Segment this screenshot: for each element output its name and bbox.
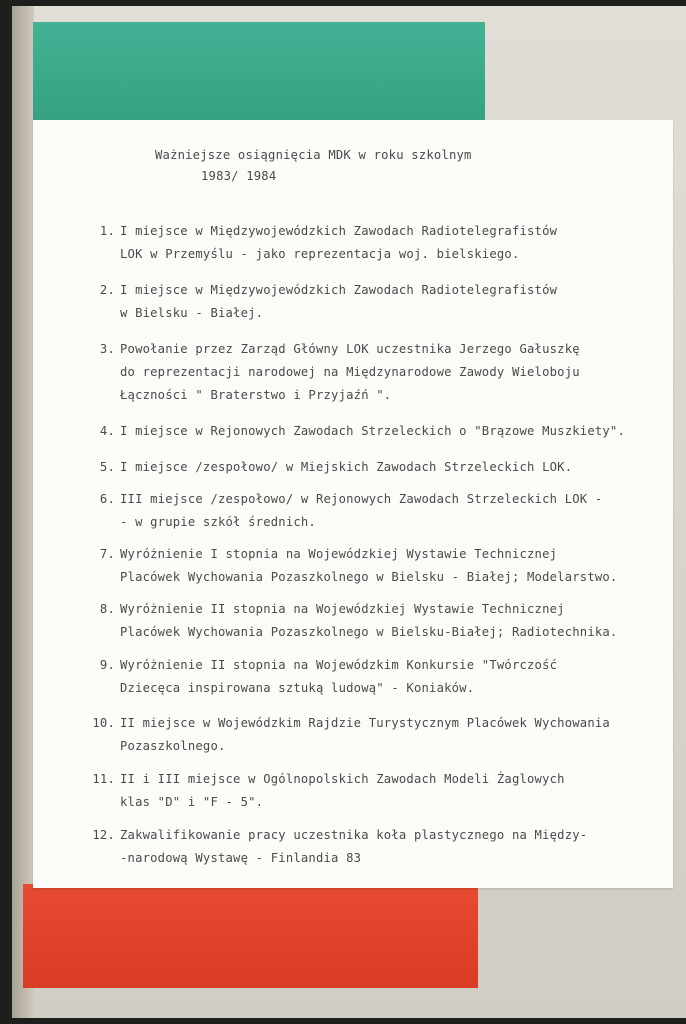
- document-title: Ważniejsze osiągnięcia MDK w roku szkolnym: [155, 148, 472, 162]
- item-number: 11.: [92, 772, 115, 786]
- item-number: 10.: [92, 716, 115, 730]
- item-text-line: w Bielsku - Białej.: [120, 306, 264, 320]
- item-text-line: do reprezentacji narodowej na Międzynarodowe Zawody Wieloboju: [120, 365, 580, 379]
- item-text-line: I miejsce w Międzywojewódzkich Zawodach Radiotelegrafistów: [120, 224, 558, 238]
- item-text-line: Placówek Wychowania Pozaszkolnego w Bielsku-Białej; Radiotechnika.: [120, 625, 618, 639]
- typed-sheet: [33, 120, 673, 888]
- item-text-line: klas "D" i "F - 5".: [120, 795, 264, 809]
- item-number: 8.: [99, 602, 115, 616]
- item-text-line: - w grupie szkół średnich.: [120, 515, 316, 529]
- item-number: 6.: [99, 492, 115, 506]
- red-flag-stripe: [23, 884, 478, 988]
- item-text-line: Dziecęca inspirowana sztuką ludową" - Koniaków.: [120, 681, 475, 695]
- item-text-line: I miejsce w Międzywojewódzkich Zawodach Radiotelegrafistów: [120, 283, 558, 297]
- item-number: 12.: [92, 828, 115, 842]
- item-text-line: -narodową Wystawę - Finlandia 83: [120, 851, 362, 865]
- item-number: 5.: [99, 460, 115, 474]
- item-text-line: Powołanie przez Zarząd Główny LOK uczestnika Jerzego Gałuszkę: [120, 342, 580, 356]
- item-number: 2.: [99, 283, 115, 297]
- item-number: 1.: [99, 224, 115, 238]
- item-text-line: Wyróżnienie I stopnia na Wojewódzkiej Wystawie Technicznej: [120, 547, 558, 561]
- item-text-line: Wyróżnienie II stopnia na Wojewódzkiej Wystawie Technicznej: [120, 602, 565, 616]
- item-number: 3.: [99, 342, 115, 356]
- item-text-line: LOK w Przemyślu - jako reprezentacja woj. bielskiego.: [120, 247, 520, 261]
- item-text-line: Wyróżnienie II stopnia na Wojewódzkim Konkursie "Twórczość: [120, 658, 558, 672]
- item-text-line: Pozaszkolnego.: [120, 739, 226, 753]
- item-number: 7.: [99, 547, 115, 561]
- item-text-line: I miejsce /zespołowo/ w Miejskich Zawodach Strzeleckich LOK.: [120, 460, 573, 474]
- item-text-line: III miejsce /zespołowo/ w Rejonowych Zawodach Strzeleckich LOK -: [120, 492, 603, 506]
- item-text-line: Placówek Wychowania Pozaszkolnego w Bielsku - Białej; Modelarstwo.: [120, 570, 618, 584]
- item-text-line: II miejsce w Wojewódzkim Rajdzie Turystycznym Placówek Wychowania: [120, 716, 610, 730]
- item-text-line: Zakwalifikowanie pracy uczestnika koła plastycznego na Między-: [120, 828, 588, 842]
- item-text-line: Łączności " Braterstwo i Przyjaźń ".: [120, 388, 392, 402]
- item-number: 4.: [99, 424, 115, 438]
- item-number: 9.: [99, 658, 115, 672]
- album-binding-edge: [12, 6, 34, 1018]
- item-text-line: I miejsce w Rejonowych Zawodach Strzeleckich o "Brązowe Muszkiety".: [120, 424, 626, 438]
- document-year: 1983/ 1984: [201, 169, 277, 183]
- green-flag-stripe: [33, 22, 485, 132]
- item-text-line: II i III miejsce w Ogólnopolskich Zawodach Modeli Żaglowych: [120, 772, 565, 786]
